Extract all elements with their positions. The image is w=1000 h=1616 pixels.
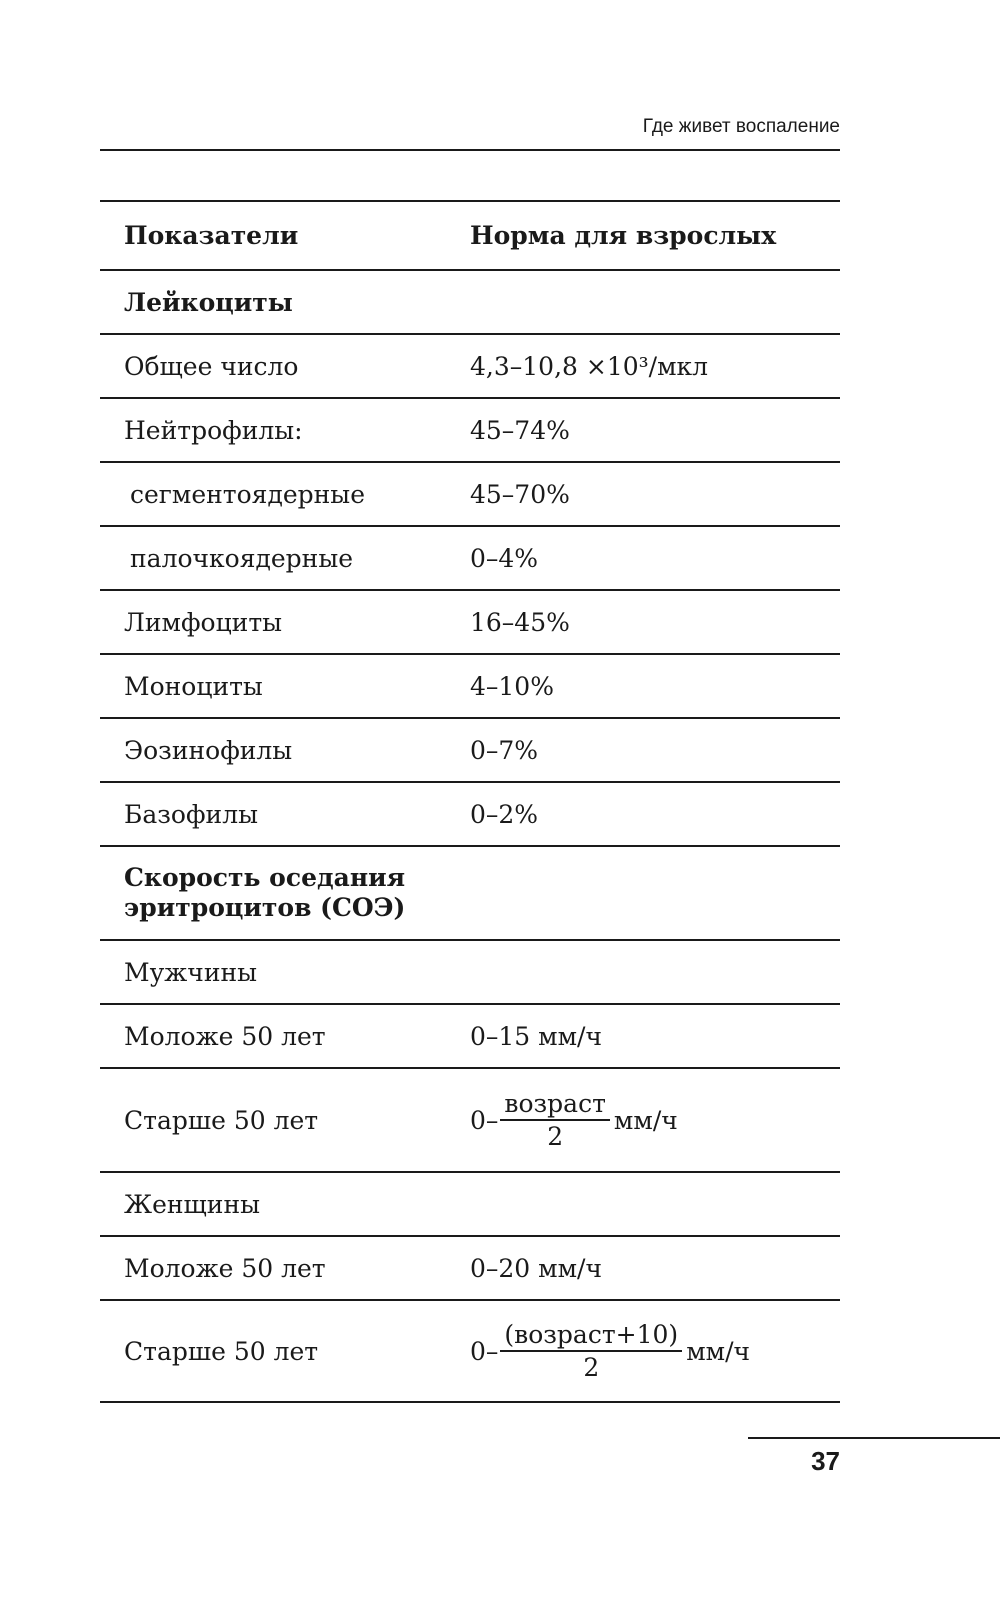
row-value: 4,3–10,8 ×10³/мкл [470,351,709,381]
fraction-denominator: 2 [583,1353,600,1382]
section-row-esr [100,847,840,941]
row-label: Базофилы [124,799,258,829]
fraction [500,1321,682,1382]
section-title: Лейкоциты [124,287,293,317]
formula-unit: мм/ч [613,1105,678,1135]
table-header-row [100,202,840,271]
row-label: Нейтрофилы: [124,415,303,445]
table-row [100,655,840,719]
table-row [100,399,840,463]
row-value-formula [470,1090,840,1151]
row-label: Общее число [124,351,299,381]
table-row [100,463,840,527]
table-row [100,591,840,655]
section-title-line-1: Скорость оседания [124,863,406,892]
fraction [500,1090,610,1151]
formula-unit: мм/ч [686,1336,751,1366]
table-row [100,1069,840,1173]
row-label: палочкоядерные [130,543,354,573]
table-row [100,1237,840,1301]
row-value: 0–7% [470,735,539,765]
row-value: 16–45% [470,607,570,637]
row-value: 4–10% [470,671,554,701]
subgroup-row-men [100,941,840,1005]
subgroup-row-women [100,1173,840,1237]
row-label: Моложе 50 лет [124,1253,326,1283]
subgroup-label: Женщины [124,1189,261,1219]
section-title [100,863,470,923]
subgroup-label: Мужчины [124,957,258,987]
page-number: 37 [811,1446,840,1476]
column-header-adult-norm: Норма для взрослых [470,221,777,250]
section-title-line-2: эритроцитов (СОЭ) [124,893,406,922]
row-value: 0–2% [470,799,539,829]
row-value: 45–70% [470,479,570,509]
row-label: Старше 50 лет [124,1105,319,1135]
running-header: Где живет воспаление [642,116,840,137]
formula-prefix: 0– [470,1105,499,1135]
column-header-indicators: Показатели [124,221,299,250]
row-label: Моложе 50 лет [124,1021,326,1051]
fraction-denominator: 2 [547,1122,564,1151]
row-label: сегментоядерные [130,479,365,509]
table-row [100,335,840,399]
row-label: Эозинофилы [124,735,293,765]
table-row [100,1301,840,1403]
footer-rule [748,1437,1000,1439]
row-value: 0–15 мм/ч [470,1021,603,1051]
section-row-leukocytes [100,271,840,335]
fraction-numerator: (возраст+10) [500,1321,682,1353]
row-label: Старше 50 лет [124,1336,319,1366]
table-row [100,783,840,847]
row-value: 0–4% [470,543,539,573]
fraction-numerator: возраст [500,1090,610,1122]
table-row [100,1005,840,1069]
table-row [100,719,840,783]
row-value: 45–74% [470,415,570,445]
header-rule [100,149,840,151]
formula-prefix: 0– [470,1336,499,1366]
table-row [100,527,840,591]
row-label: Лимфоциты [124,607,283,637]
row-label: Моноциты [124,671,263,701]
blood-norms-table [100,200,840,1403]
row-value: 0–20 мм/ч [470,1253,603,1283]
row-value-formula [470,1321,840,1382]
